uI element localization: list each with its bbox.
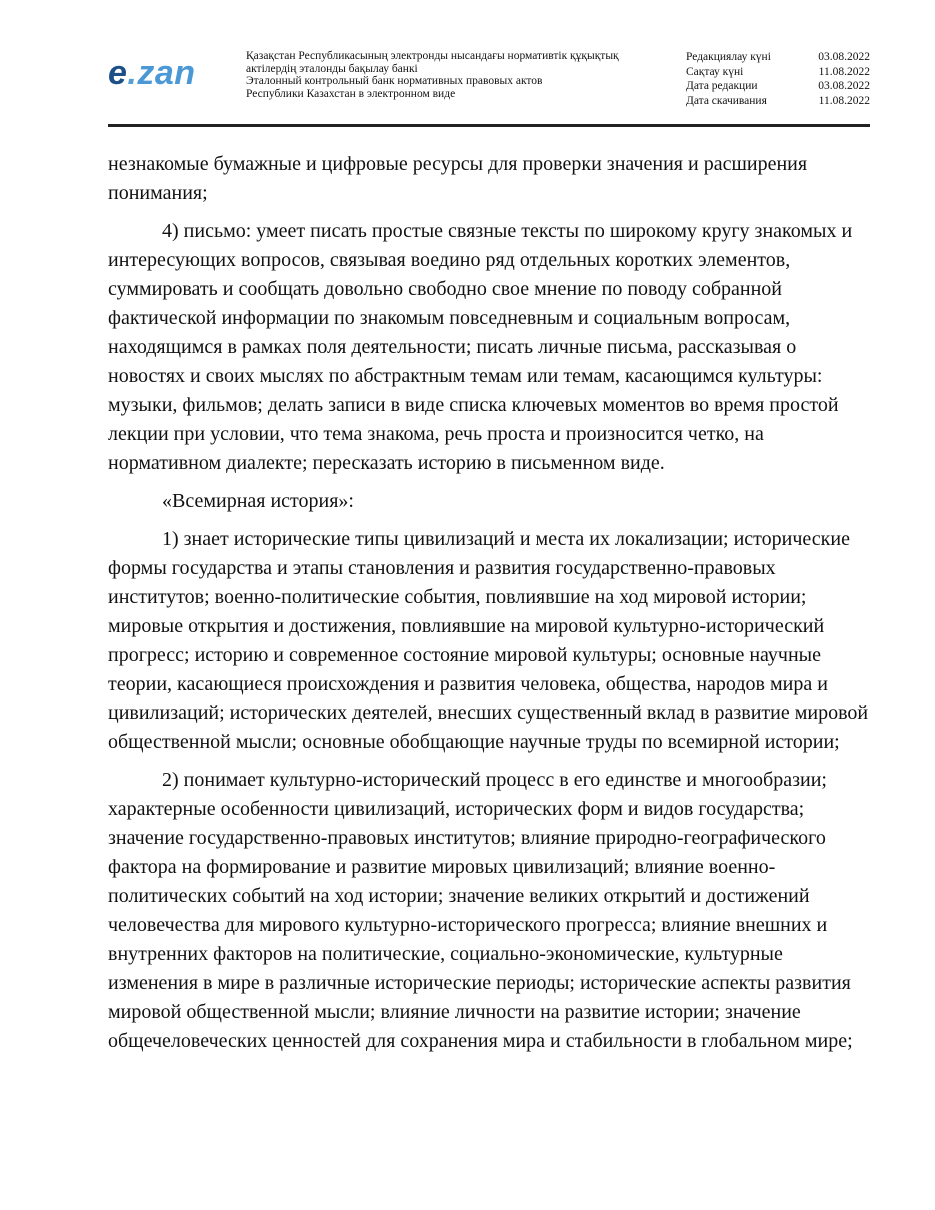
document-body: [108, 150, 870, 1065]
body-paragraph: 2) понимает культурно-исторический процесс в его единстве и многообразии; характерные особенности цивилизаций, исторических форм и видов государства; значение государственно-правовых институтов; влияние природно-географического фактора на формирование и развитие мировых цивилизаций; влияние военно-политических событий на ход истории; значение великих открытий и достижений человечества для мирового культурно-исторического прогресса; влияние внешних и внутренних факторов на политические, социально-экономические, культурные изменения в мире в различные исторические периоды; исторические аспекты развития мировой общественной мысли; влияние личности на развитие истории; значение общечеловеческих ценностей для сохранения мира и стабильности в глобальном мире;: [108, 769, 853, 1052]
body-paragraph: незнакомые бумажные и цифровые ресурсы для проверки значения и расширения понимания;: [108, 153, 808, 204]
meta-label: Редакциялау күні: [686, 51, 771, 63]
bank-title-line: Қазақстан Республикасының электронды нысандағы нормативтік құқықтық: [246, 50, 619, 62]
document-header: [108, 48, 870, 126]
bank-title-line: актілердің эталонды бақылау банкі: [246, 62, 418, 75]
logo-e: e: [108, 54, 128, 92]
bank-title-line: Эталонный контрольный банк нормативных правовых актов: [246, 75, 543, 87]
meta-label: Дата редакции: [686, 80, 758, 92]
header-divider: [108, 124, 870, 127]
ezan-logo: [108, 53, 196, 93]
meta-label: Дата скачивания: [686, 94, 767, 107]
bank-title-line: Республики Казахстан в электронном виде: [246, 87, 456, 100]
body-paragraph: 4) письмо: умеет писать простые связные тексты по широкому кругу знакомых и интересующих вопросов, связывая воедино ряд отдельных коротких элементов, суммировать и сообщать довольно свободно свое мнение по поводу собранной фактической информации по знакомым повседневным и социальным вопросам, находящимся в рамках поля деятельности; писать личные письма, рассказывая о новостях и своих мыслях по абстрактным темам или темам, касающимся культуры: музыки, фильмов; делать записи в виде списка ключевых моментов во время простой лекции при условии, что тема знакома, речь проста и произносится четко, на нормативном диалекте; пересказать историю в письменном виде.: [108, 220, 853, 474]
logo-dot: .: [127, 54, 138, 92]
section-heading: «Всемирная история»:: [162, 490, 354, 512]
document-dates: [686, 50, 870, 108]
meta-value: 11.08.2022: [818, 94, 870, 107]
edit-date-kz-row: [686, 50, 870, 65]
bank-title: [246, 50, 666, 100]
meta-value: 03.08.2022: [818, 51, 870, 63]
meta-value: 11.08.2022: [818, 65, 870, 78]
logo-zan: zan: [137, 54, 196, 92]
download-date-row: [686, 94, 870, 109]
save-date-kz-row: [686, 65, 870, 80]
meta-value: 03.08.2022: [818, 80, 870, 92]
meta-label: Сақтау күні: [686, 65, 744, 78]
body-paragraph: 1) знает исторические типы цивилизаций и места их локализации; исторические формы государства и этапы становления и развития государственно-правовых институтов; военно-политические события, повлиявшие на ход мировой истории; мировые открытия и достижения, повлиявшие на мировой культурно-исторический прогресс; историю и современное состояние мировой культуры; основные научные теории, касающиеся происхождения и развития человека, общества, народов мира и цивилизаций; исторических деятелей, внесших существенный вклад в развитие мировой общественной мысли; основные обобщающие научные труды по всемирной истории;: [108, 528, 869, 753]
edit-date-row: [686, 79, 870, 94]
